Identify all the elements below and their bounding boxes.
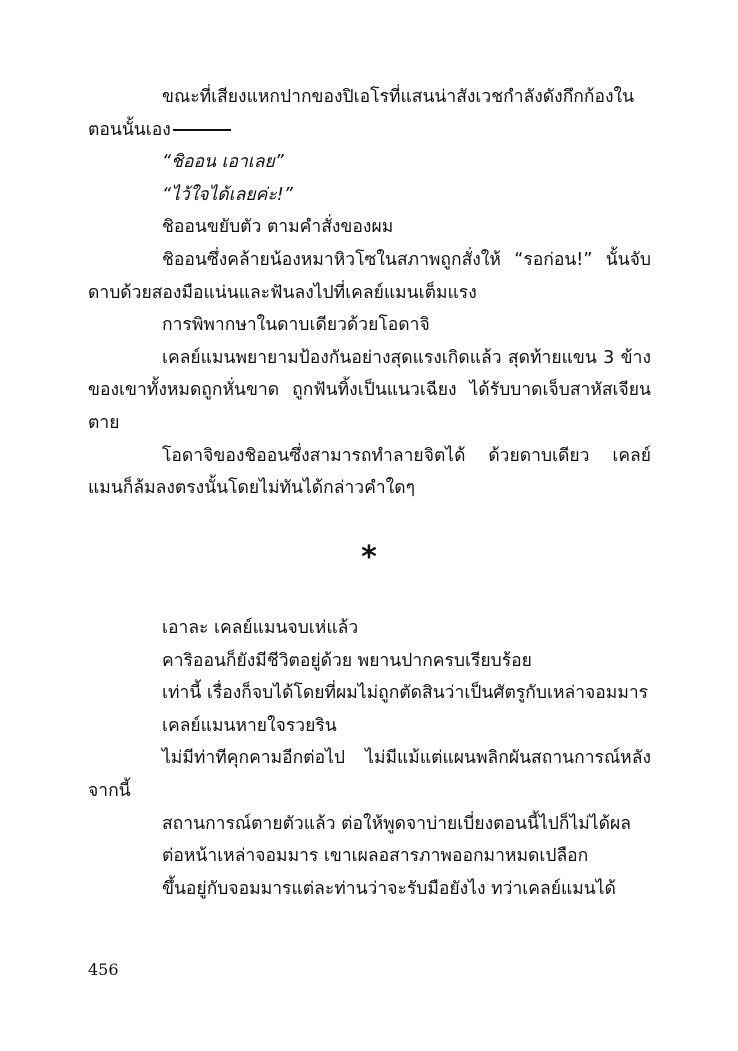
paragraph-5: ชิออนซึ่งคล้ายน้องหมาหิวโซในสภาพถูกสั่งให้ “รอก่อน!” นั้นจับดาบด้วยสองมือแน่นและฟันลงไปที่เคลย์แมนเต็มแรง (88, 249, 651, 303)
paragraph-1: ขณะที่เสียงแหกปากของปิเอโรที่แสนน่าสังเวชกำลังดังกึกก้องในตอนนั้นเอง (88, 87, 635, 140)
section-two-text (88, 612, 651, 905)
paragraph-10: คาริออนก็ยังมีชีวิตอยู่ด้วย พยานปากครบเรียบร้อย (162, 650, 532, 671)
paragraph-16: ขึ้นอยู่กับจอมมารแต่ละท่านว่าจะรับมือยังไง ทว่าเคลย์แมนได้ (162, 878, 616, 899)
paragraph-11: เท่านี้ เรื่องก็จบได้โดยที่ผมไม่ถูกตัดสินว่าเป็นศัตรูกับเหล่าจอมมาร (162, 683, 649, 704)
paragraph-8: โอดาจิของชิออนซึ่งสามารถทำลายจิตได้ ด้วยดาบเดียว เคลย์แมนก็ล้มลงตรงนั้นโดยไม่ทันได้กล่าวคำใดๆ (88, 445, 651, 499)
paragraph-9: เอาละ เคลย์แมนจบเห่แล้ว (162, 618, 359, 638)
paragraph-12: เคลย์แมนหายใจรวยริน (162, 715, 337, 736)
paragraph-14: สถานการณ์ตายตัวแล้ว ต่อให้พูดจาบ่ายเบี่ยงตอนนี้ไปก็ไม่ได้ผล (162, 813, 631, 834)
paragraph-3: “ไว้ใจได้เลยค่ะ!” (162, 184, 293, 205)
em-dash-line (173, 129, 231, 131)
paragraph-13: ไม่มีท่าทีคุกคามอีกต่อไป ไม่มีแม้แต่แผนพลิกผันสถานการณ์หลังจากนี้ (88, 748, 651, 801)
paragraph-15: ต่อหน้าเหล่าจอมมาร เขาเผลอสารภาพออกมาหมดเปลือก (162, 846, 589, 867)
section-one-text (88, 81, 651, 505)
paragraph-2: “ชิออน เอาเลย” (162, 152, 284, 173)
section-separator: * (361, 540, 377, 575)
paragraph-6: การพิพากษาในดาบเดียวด้วยโอดาจิ (162, 315, 430, 336)
page-number: 456 (88, 960, 119, 979)
paragraph-4: ชิออนขยับตัว ตามคำสั่งของผม (162, 217, 394, 238)
paragraph-7: เคลย์แมนพยายามป้องกันอย่างสุดแรงเกิดแล้ว สุดท้ายแขน 3 ข้างของเขาทั้งหมดถูกหั่นขาด ถูกฟันทิ้งเป็นแนวเฉียง ได้รับบาดเจ็บสาหัสเจียนตาย (88, 347, 651, 433)
